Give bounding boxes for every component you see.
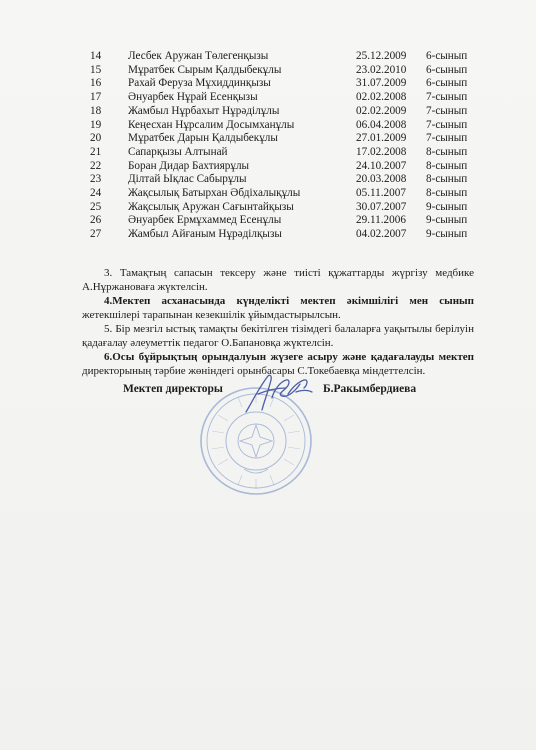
signature-block [0, 383, 536, 403]
paragraph-5: 5. Бір мезгіл ыстық тамақты бекітілген тізімдегі балаларға уақытылы берілуін қадағалау әлеуметтік педагог О.Бапановқа жүктелсін. [82, 323, 474, 349]
student-row [82, 64, 486, 78]
student-list-body [82, 50, 486, 242]
student-number: 15 [90, 63, 102, 76]
student-number: 21 [90, 145, 102, 158]
student-name: Жамбыл Айғаным Нұрәділқызы [128, 228, 282, 241]
student-number: 14 [90, 50, 102, 62]
birth-date: 20.03.2008 [356, 173, 407, 186]
student-grade: 8-сынып [426, 145, 468, 158]
student-number: 18 [90, 104, 102, 117]
student-row [82, 132, 486, 146]
student-number: 19 [90, 118, 102, 131]
paragraph-6-rest: директорының тәрбие жөніндегі орынбасары С.Токебаевқа міндеттелсін. [82, 364, 426, 377]
student-row [82, 146, 486, 160]
student-row [82, 77, 486, 91]
student-grade: 9-сынып [426, 214, 468, 227]
birth-date: 05.11.2007 [356, 187, 406, 200]
student-number: 24 [90, 187, 102, 200]
student-row [82, 187, 486, 201]
student-grade: 8-сынып [426, 187, 468, 200]
student-name: Боран Дидар Бахтиярұлы [128, 159, 250, 172]
student-number: 22 [90, 159, 102, 172]
birth-date: 23.02.2010 [356, 63, 407, 76]
student-name: Рахай Феруза Мұхиддинқызы [128, 77, 271, 90]
paragraph-3: 3. Тамақтың сапасын тексеру және тиісті құжаттарды жүргізу медбике А.Нұржановаға жүктелсін. [82, 267, 474, 293]
student-row [82, 119, 486, 133]
student-name: Әнуарбек Ермұхаммед Есенұлы [128, 214, 282, 227]
student-grade: 9-сынып [426, 228, 468, 241]
student-row [82, 91, 486, 105]
birth-date: 27.01.2009 [356, 132, 407, 145]
student-row [82, 160, 486, 174]
student-name: Жақсылық Аружан Сағынтайқызы [128, 200, 294, 213]
student-name: Мұратбек Сырым Қалдыбекұлы [128, 63, 282, 76]
student-name: Кеңесхан Нұрсалим Досымханұлы [128, 118, 295, 131]
student-grade: 7-сынып [426, 91, 468, 104]
student-number: 23 [90, 173, 102, 186]
student-grade: 8-сынып [426, 159, 468, 172]
director-title: Мектеп директоры [123, 383, 223, 395]
student-list-table [82, 50, 486, 242]
student-row [82, 105, 486, 119]
student-row [82, 214, 486, 228]
birth-date: 04.02.2007 [356, 228, 407, 241]
birth-date: 31.07.2009 [356, 77, 407, 90]
student-number: 16 [90, 77, 102, 90]
student-grade: 7-сынып [426, 118, 468, 131]
student-name: Әнуарбек Нұрай Есенқызы [128, 91, 258, 104]
student-number: 27 [90, 228, 102, 241]
paragraph-4-rest: жетекшілері тарапынан кезекшілік ұйымдастырылсын. [82, 308, 341, 321]
birth-date: 29.11.2006 [356, 214, 406, 227]
student-row [82, 228, 486, 242]
student-grade: 6-сынып [426, 63, 468, 76]
birth-date: 30.07.2007 [356, 200, 407, 213]
paragraph-6-lead: 6.Осы бұйрықтың орындалуын жүзеге асыру және қадағалауды мектеп [104, 351, 474, 363]
birth-date: 25.12.2009 [356, 50, 407, 62]
student-row [82, 201, 486, 215]
student-row [82, 50, 486, 64]
student-name: Жақсылық Батырхан Әбдіхалықұлы [128, 187, 301, 200]
student-grade: 6-сынып [426, 50, 468, 62]
student-name: Лесбек Аружан Төлегенқызы [128, 50, 269, 62]
student-name: Ділтай Ықлас Сабырұлы [128, 173, 247, 186]
director-name: Б.Ракымбердиева [323, 383, 417, 395]
student-grade: 9-сынып [426, 200, 468, 213]
student-number: 25 [90, 200, 102, 213]
student-grade: 6-сынып [426, 77, 468, 90]
student-grade: 7-сынып [426, 132, 468, 145]
student-grade: 8-сынып [426, 173, 468, 186]
birth-date: 06.04.2008 [356, 118, 407, 131]
birth-date: 24.10.2007 [356, 159, 407, 172]
birth-date: 02.02.2008 [356, 91, 407, 104]
student-row [82, 173, 486, 187]
student-name: Мұратбек Дарын Қалдыбекұлы [128, 132, 278, 145]
student-grade: 7-сынып [426, 104, 468, 117]
paragraph-4-lead: 4.Мектеп асханасында күнделікті мектеп әкімшілігі мен сынып [104, 295, 474, 307]
student-number: 17 [90, 91, 102, 104]
student-name: Сапарқызы Алтынай [128, 145, 228, 158]
student-name: Жамбыл Нұрбахыт Нұрәділұлы [128, 104, 280, 117]
student-number: 20 [90, 132, 102, 145]
birth-date: 02.02.2009 [356, 104, 407, 117]
paragraph-4 [82, 295, 474, 322]
birth-date: 17.02.2008 [356, 145, 407, 158]
student-number: 26 [90, 214, 102, 227]
